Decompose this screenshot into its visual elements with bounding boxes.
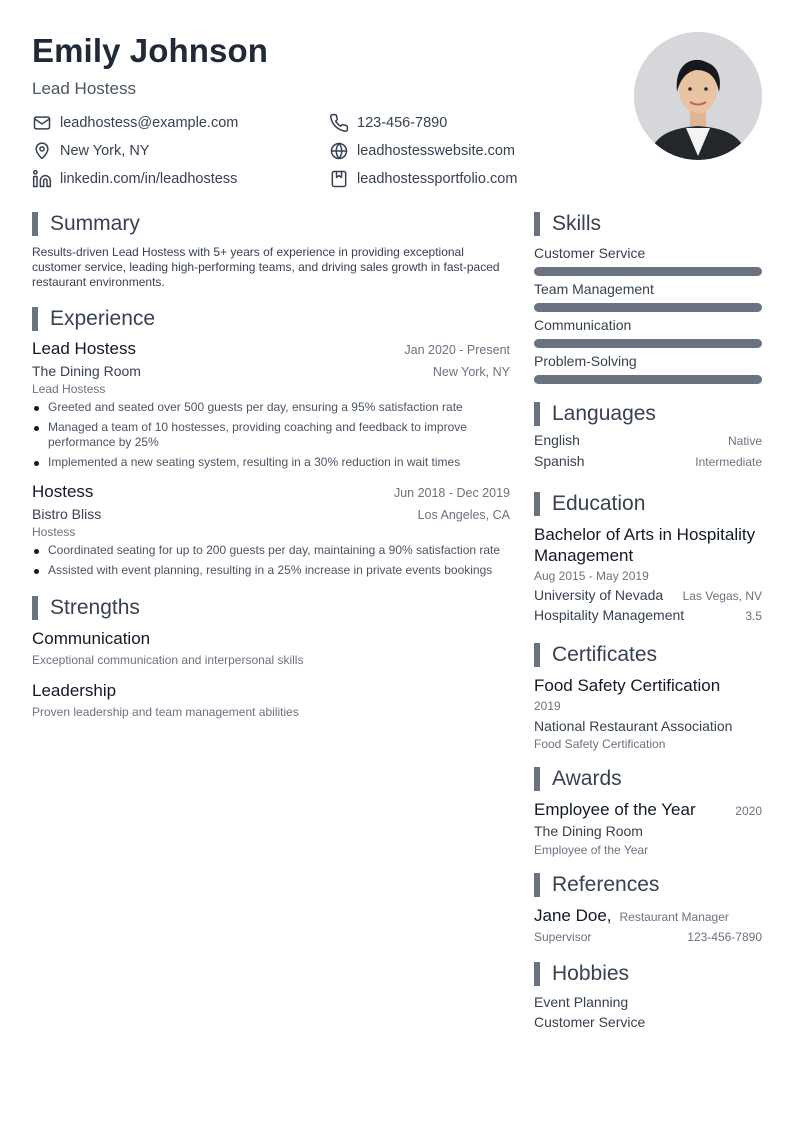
strength-item	[32, 629, 510, 667]
skill-item	[534, 353, 762, 384]
hobbies-heading	[534, 962, 762, 986]
award-desc: Employee of the Year	[534, 843, 649, 857]
reference-name: Jane Doe,	[534, 906, 612, 925]
bookmark-icon	[329, 169, 349, 189]
certificates-heading	[534, 643, 762, 667]
education-dates: Aug 2015 - May 2019	[534, 569, 649, 583]
references-heading	[534, 873, 762, 897]
strength-desc: Proven leadership and team management abilities	[32, 705, 299, 719]
job-title: Hostess	[32, 482, 94, 501]
skill-level-bar	[534, 267, 762, 276]
bullet-item: Greeted and seated over 500 guests per day, ensuring a 95% satisfaction rate	[32, 400, 510, 415]
language-level: Native	[727, 434, 762, 448]
skill-level-bar	[534, 375, 762, 384]
job-bullets	[32, 543, 510, 578]
job-dates: Jun 2018 - Dec 2019	[393, 486, 510, 500]
language-name: Spanish	[534, 453, 585, 469]
skills-heading	[534, 212, 762, 236]
contact-info	[32, 112, 592, 194]
skill-item	[534, 245, 762, 276]
section-marker	[534, 492, 540, 516]
contact-email[interactable]	[32, 112, 238, 134]
languages-heading	[534, 402, 762, 426]
strength-item	[32, 681, 510, 719]
reference-phone: 123-456-7890	[687, 930, 762, 944]
references-heading-text: References	[552, 873, 660, 896]
bullet-item: Managed a team of 10 hostesses, providing coaching and feedback to improve performance by 25%	[32, 420, 510, 450]
education-degree: Bachelor of Arts in Hospitality Management	[534, 525, 756, 565]
strengths-heading	[32, 596, 510, 620]
strength-name: Leadership	[32, 681, 117, 700]
left-column	[32, 212, 510, 719]
section-marker	[32, 212, 38, 236]
skills-heading-text: Skills	[552, 212, 602, 235]
job-entry	[32, 482, 510, 578]
education-heading	[534, 492, 762, 516]
profile-photo	[634, 32, 762, 160]
bullet-item: Implemented a new seating system, resulting in a 30% reduction in wait times	[32, 455, 510, 470]
certificate-desc: Food Safety Certification	[534, 737, 666, 751]
skill-level-bar	[534, 303, 762, 312]
section-marker	[534, 767, 540, 791]
language-level: Intermediate	[695, 455, 762, 469]
section-marker	[534, 402, 540, 426]
mail-icon	[32, 113, 52, 133]
resume-header	[32, 30, 592, 100]
hobby-item: Event Planning	[534, 994, 629, 1010]
award-year: 2020	[735, 804, 762, 818]
bullet-item: Assisted with event planning, resulting in a 25% increase in private events bookings	[32, 563, 510, 578]
language-name: English	[534, 432, 580, 448]
map-pin-icon	[32, 141, 52, 161]
job-entry	[32, 339, 510, 470]
reference-relation: Supervisor	[534, 930, 592, 944]
website-text: leadhostesswebsite.com	[357, 143, 515, 159]
contact-location	[32, 140, 149, 162]
skill-label: Problem-Solving	[534, 353, 637, 369]
job-location: New York, NY	[432, 365, 510, 379]
language-item	[534, 432, 762, 453]
section-marker	[534, 873, 540, 897]
strengths-heading-text: Strengths	[50, 596, 140, 619]
email-text: leadhostess@example.com	[60, 115, 239, 131]
bullet-item: Coordinated seating for up to 200 guests per day, maintaining a 90% satisfaction rate	[32, 543, 510, 558]
section-marker	[534, 962, 540, 986]
job-subtitle: Hostess	[32, 525, 76, 539]
phone-icon	[329, 113, 349, 133]
awards-heading-text: Awards	[552, 767, 622, 790]
awards-heading	[534, 767, 762, 791]
section-marker	[32, 596, 38, 620]
job-company: The Dining Room	[32, 363, 141, 379]
summary-text: Results-driven Lead Hostess with 5+ years of experience in providing exceptional customer service, leading high-performing teams, and driving sales growth in fast-paced restaurant environments.	[32, 245, 500, 289]
strength-name: Communication	[32, 629, 151, 648]
skill-label: Customer Service	[534, 245, 646, 261]
contact-website[interactable]	[329, 140, 515, 162]
phone-text: 123-456-7890	[357, 115, 448, 131]
contact-phone[interactable]	[329, 112, 447, 134]
education-location: Las Vegas, NV	[682, 589, 762, 603]
section-marker	[534, 643, 540, 667]
hobby-item: Customer Service	[534, 1014, 646, 1030]
job-location: Los Angeles, CA	[417, 508, 510, 522]
strength-desc: Exceptional communication and interpersonal skills	[32, 653, 304, 667]
globe-icon	[329, 141, 349, 161]
skill-label: Communication	[534, 317, 632, 333]
education-field: Hospitality Management	[534, 607, 685, 623]
right-column	[534, 212, 762, 1030]
award-name: Employee of the Year	[534, 800, 696, 819]
experience-heading-text: Experience	[50, 307, 156, 330]
skill-label: Team Management	[534, 281, 654, 297]
candidate-name: Emily Johnson	[32, 32, 269, 69]
reference-role: Restaurant Manager	[619, 910, 729, 924]
section-marker	[32, 307, 38, 331]
location-text: New York, NY	[60, 143, 150, 159]
languages-heading-text: Languages	[552, 402, 656, 425]
job-company: Bistro Bliss	[32, 506, 102, 522]
job-dates: Jan 2020 - Present	[404, 343, 510, 357]
contact-portfolio[interactable]	[329, 168, 517, 190]
education-heading-text: Education	[552, 492, 646, 515]
skill-level-bar	[534, 339, 762, 348]
job-bullets	[32, 400, 510, 470]
skill-item	[534, 281, 762, 312]
linkedin-text: linkedin.com/in/leadhostess	[60, 171, 238, 187]
certificates-heading-text: Certificates	[552, 643, 658, 666]
linkedin-icon	[32, 169, 52, 189]
summary-heading	[32, 212, 510, 236]
education-gpa: 3.5	[745, 609, 762, 623]
summary-heading-text: Summary	[50, 212, 140, 235]
certificate-year: 2019	[534, 699, 561, 713]
certificate-issuer: National Restaurant Association	[534, 718, 733, 734]
candidate-title: Lead Hostess	[32, 79, 136, 98]
job-title: Lead Hostess	[32, 339, 136, 358]
award-org: The Dining Room	[534, 823, 643, 839]
profile-photo-illustration	[634, 32, 762, 160]
experience-heading	[32, 307, 510, 331]
hobbies-heading-text: Hobbies	[552, 962, 630, 985]
skill-item	[534, 317, 762, 348]
job-subtitle: Lead Hostess	[32, 382, 106, 396]
certificate-name: Food Safety Certification	[534, 676, 721, 695]
language-item	[534, 453, 762, 474]
education-school: University of Nevada	[534, 587, 664, 603]
section-marker	[534, 212, 540, 236]
portfolio-text: leadhostessportfolio.com	[357, 171, 518, 187]
contact-linkedin[interactable]	[32, 168, 237, 190]
